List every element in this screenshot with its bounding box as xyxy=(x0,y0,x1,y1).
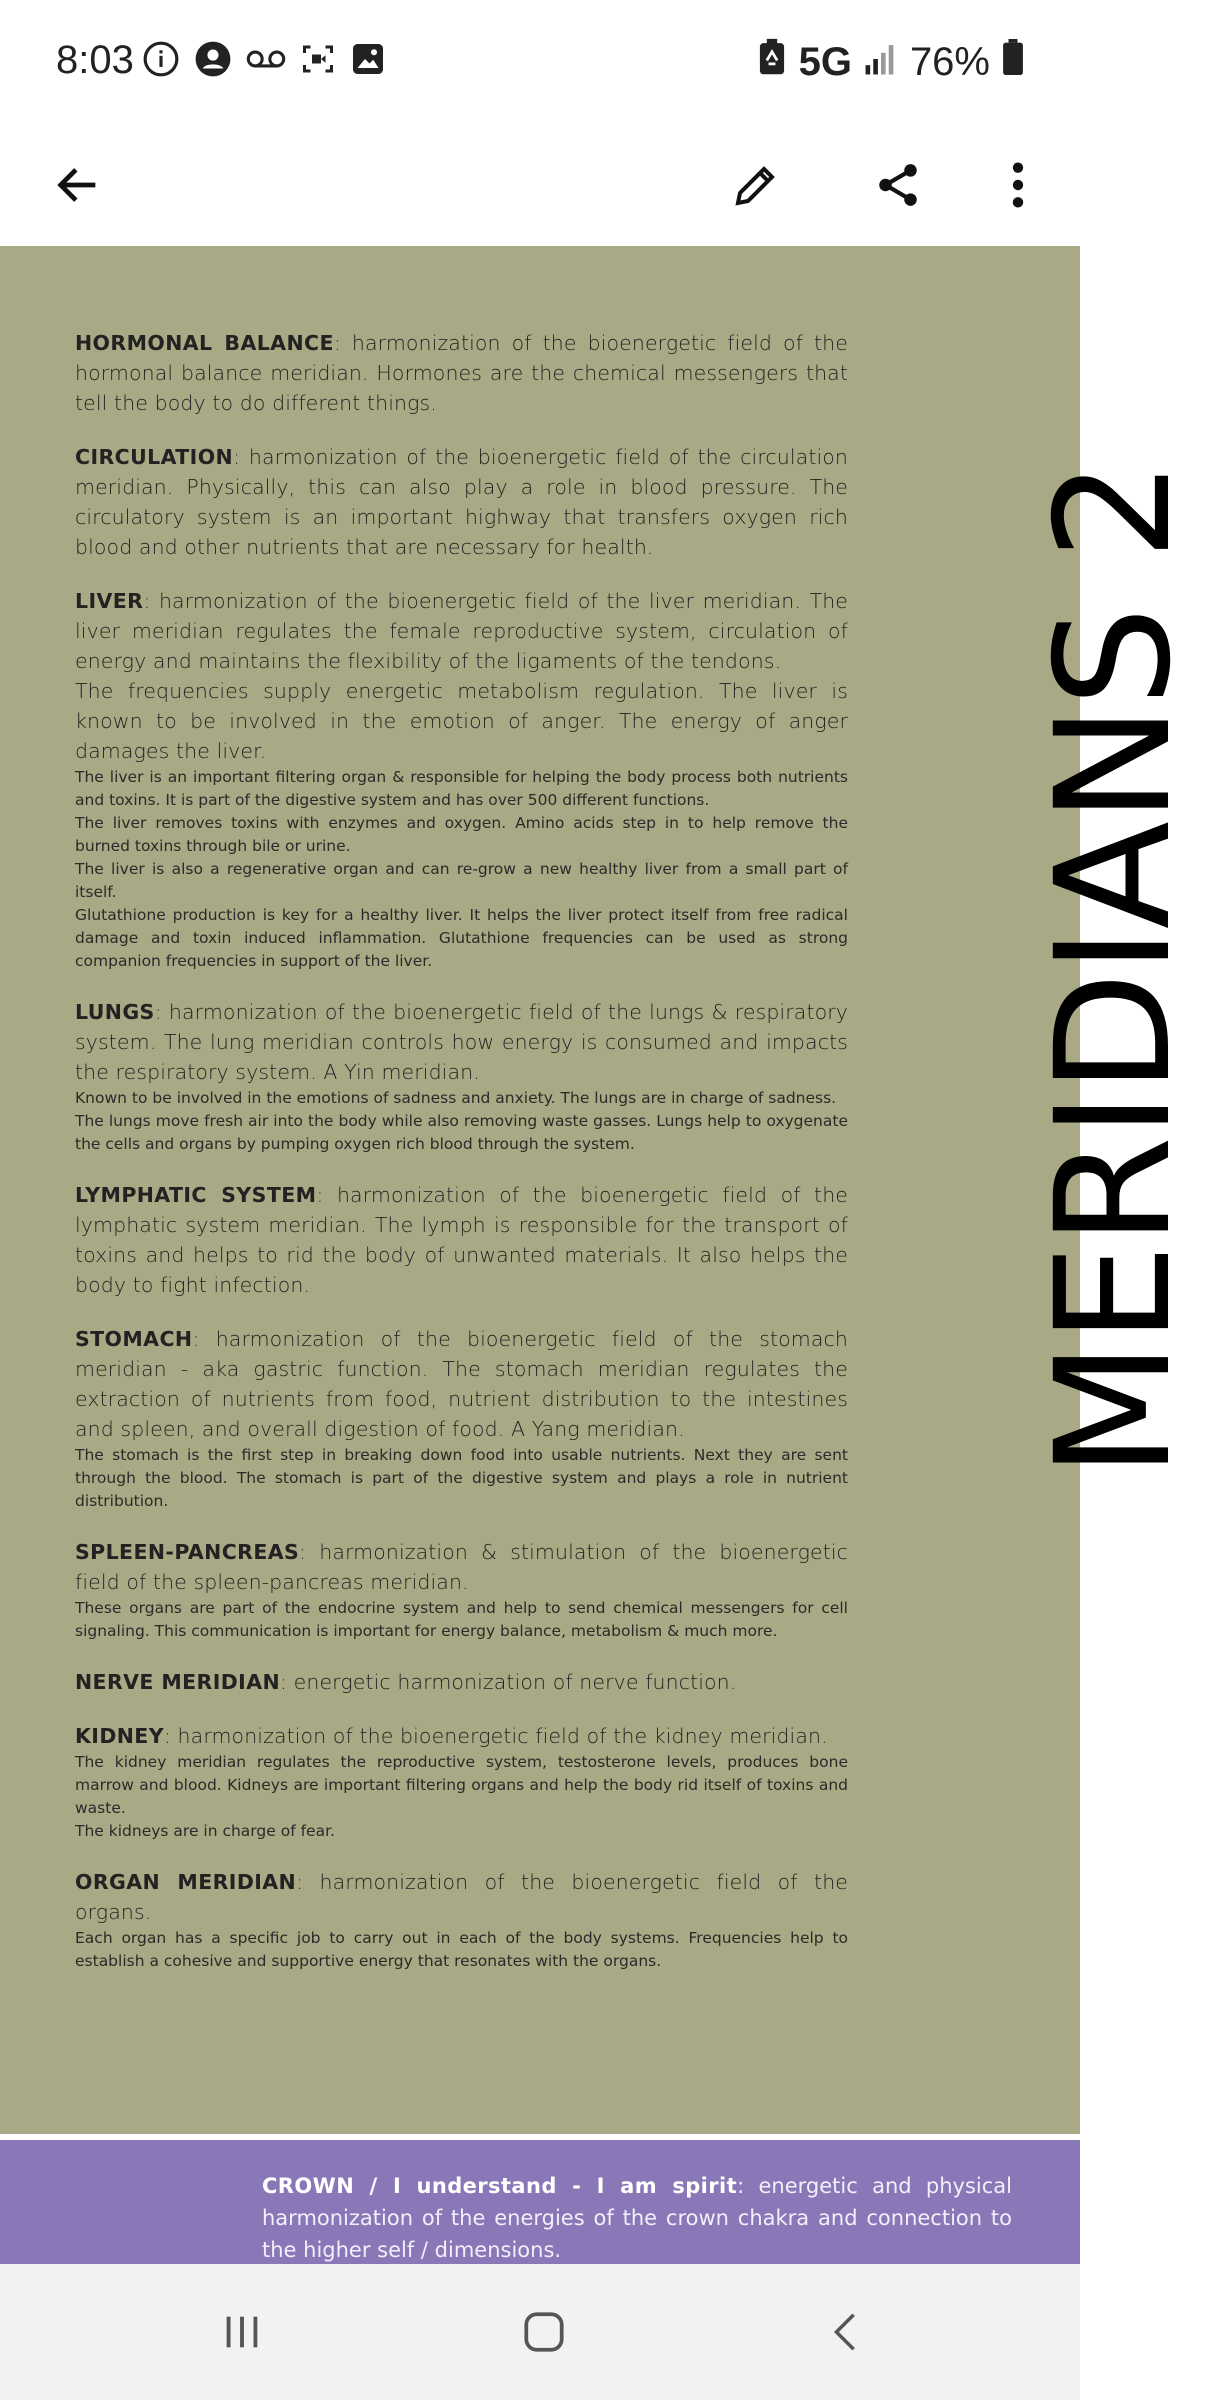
entry-extra-paragraph: The frequencies supply energetic metabolism regulation. The liver is known to be involved in the emotion of anger. The energy of anger damages the liver. xyxy=(75,679,848,763)
entry-main-paragraph xyxy=(75,997,848,1087)
recent-apps-icon xyxy=(219,2309,265,2355)
document-page xyxy=(0,246,1206,2134)
entry-description: : harmonization of the bioenergetic field of the hormonal balance meridian. Hormones are the chemical messengers that tell the body to do different things. xyxy=(75,331,848,415)
entry-description: : harmonization of the bioenergetic field of the organs. xyxy=(75,1870,848,1924)
entry-main-paragraph xyxy=(75,1721,848,1751)
system-nav-bar xyxy=(0,2264,1080,2400)
entry-main-paragraph xyxy=(75,1667,848,1697)
entry-note: The stomach is the first step in breaking down food into usable nutrients. Next they are sent through the blood. The stomach is part of the digestive system and plays a role in nutrient distribution. xyxy=(75,1446,848,1510)
vertical-page-title: MERIDIANS 2 xyxy=(1022,461,1206,1478)
entry-title: HORMONAL BALANCE xyxy=(75,331,334,355)
share-icon xyxy=(873,160,923,210)
entry-description: : harmonization of the bioenergetic field of the stomach meridian - aka gastric function. The stomach meridian regulates the extraction of nutrients from food, nutrient distribution to the intestines and spleen, and overall digestion of food. A Yang meridian. xyxy=(75,1327,848,1441)
meridian-entry xyxy=(75,1537,848,1643)
meridian-entry xyxy=(75,997,848,1156)
entry-note: The lungs move fresh air into the body while also removing waste gasses. Lungs help to oxygenate the cells and organs by pumping oxygen rich blood through the system. xyxy=(75,1112,848,1153)
entry-title: NERVE MERIDIAN xyxy=(75,1670,281,1694)
back-button[interactable] xyxy=(28,124,128,246)
network-type: 5G xyxy=(798,39,852,84)
account-icon xyxy=(194,40,232,78)
entry-title: CIRCULATION xyxy=(75,445,234,469)
entry-title: LIVER xyxy=(75,589,144,613)
edit-pencil-icon xyxy=(732,161,780,209)
entry-main-paragraph xyxy=(75,1537,848,1597)
entry-description: : harmonization & stimulation of the bioenergetic field of the spleen-pancreas meridian. xyxy=(75,1540,848,1594)
recent-apps-button[interactable] xyxy=(172,2264,312,2400)
entry-main-paragraph xyxy=(75,586,848,676)
entry-title: ORGAN MERIDIAN xyxy=(75,1870,297,1894)
next-page-preview xyxy=(0,2140,1080,2264)
meridian-entry xyxy=(75,328,848,418)
edit-button[interactable] xyxy=(706,124,806,246)
meridian-entry xyxy=(75,1721,848,1843)
entry-title: LUNGS xyxy=(75,1000,155,1024)
battery-saver-icon xyxy=(757,38,787,86)
signal-icon xyxy=(864,40,898,85)
entry-note: The kidney meridian regulates the reproductive system, testosterone levels, produces bone marrow and blood. Kidneys are important filtering organs and help the body rid itself of toxins and waste. xyxy=(75,1753,848,1817)
entry-note: Each organ has a specific job to carry out in each of the body systems. Frequencies help to establish a cohesive and supportive energy that resonates with the organs. xyxy=(75,1929,848,1970)
entry-note: The liver is also a regenerative organ and can re-grow a new healthy liver from a small part of itself. xyxy=(75,860,848,901)
entry-title: KIDNEY xyxy=(75,1724,164,1748)
entry-description: : energetic harmonization of nerve function. xyxy=(280,1670,737,1694)
entry-main-paragraph xyxy=(75,1867,848,1927)
crown-title: CROWN / I understand - I am spirit xyxy=(262,2174,738,2198)
screen-record-icon xyxy=(300,41,336,77)
home-icon xyxy=(519,2307,569,2357)
status-time: 8:03 xyxy=(56,38,134,82)
crown-text: : energetic and physical harmonization of the energies of the crown chakra and connection to the higher self / dimensions. xyxy=(262,2174,1013,2262)
entry-title: SPLEEN-PANCREAS xyxy=(75,1540,300,1564)
meridian-entry xyxy=(75,1324,848,1513)
entry-note: These organs are part of the endocrine system and help to send chemical messengers for cell signaling. This communication is important for energy balance, metabolism & much more. xyxy=(75,1599,848,1640)
more-options-button[interactable] xyxy=(968,124,1068,246)
battery-percent: 76% xyxy=(909,39,990,84)
entry-main-paragraph xyxy=(75,328,848,418)
gallery-icon xyxy=(350,41,386,77)
back-arrow-icon xyxy=(52,159,104,211)
meridian-entries xyxy=(75,328,848,1997)
entry-title: STOMACH xyxy=(75,1327,193,1351)
meridian-entry xyxy=(75,1180,848,1300)
entry-description: : harmonization of the bioenergetic field of the liver meridian. The liver meridian regulates the female reproductive system, circulation of energy and maintains the flexibility of the ligaments of the tendons. xyxy=(75,589,848,673)
entry-description: : harmonization of the bioenergetic field of the kidney meridian. xyxy=(163,1724,828,1748)
entry-note: The kidneys are in charge of fear. xyxy=(75,1822,335,1840)
entry-note: Glutathione production is key for a healthy liver. It helps the liver protect itself from free radical damage and toxin induced inflammation. Glutathione frequencies can be used as strong companion frequencies in support of the liver. xyxy=(75,906,848,970)
status-bar xyxy=(0,0,1080,124)
meridian-entry xyxy=(75,1867,848,1973)
meridian-entry xyxy=(75,442,848,562)
entry-description: : harmonization of the bioenergetic field of the lungs & respiratory system. The lung meridian controls how energy is consumed and impacts the respiratory system. A Yin meridian. xyxy=(75,1000,848,1084)
app-bar xyxy=(0,124,1080,246)
home-button[interactable] xyxy=(474,2264,614,2400)
share-button[interactable] xyxy=(848,124,948,246)
entry-main-paragraph xyxy=(75,442,848,562)
entry-main-paragraph xyxy=(75,1324,848,1444)
battery-icon xyxy=(1002,39,1024,85)
entry-description: : harmonization of the bioenergetic field of the circulation meridian. Physically, this can also play a role in blood pressure. The circulatory system is an important highway that transfers oxygen rich blood and other nutrients that are necessary for health. xyxy=(75,445,848,559)
more-vert-icon xyxy=(998,159,1038,211)
entry-main-paragraph xyxy=(75,1180,848,1300)
crown-entry xyxy=(262,2170,1012,2266)
nav-back-button[interactable] xyxy=(776,2264,916,2400)
status-notification-icons xyxy=(142,40,386,78)
status-right xyxy=(757,38,1024,86)
voicemail-icon xyxy=(246,44,286,74)
entry-title: LYMPHATIC SYSTEM xyxy=(75,1183,317,1207)
entry-description: : harmonization of the bioenergetic field of the lymphatic system meridian. The lymph is responsible for the transport of toxins and helps to rid the body of unwanted materials. It also helps the body to fight infection. xyxy=(75,1183,848,1297)
back-icon xyxy=(823,2307,869,2357)
entry-note: Known to be involved in the emotions of sadness and anxiety. The lungs are in charge of sadness. xyxy=(75,1089,837,1107)
info-icon xyxy=(142,40,180,78)
entry-note: The liver removes toxins with enzymes and oxygen. Amino acids step in to help remove the burned toxins through bile or urine. xyxy=(75,814,848,855)
entry-note: The liver is an important filtering organ & responsible for helping the body process both nutrients and toxins. It is part of the digestive system and has over 500 different functions. xyxy=(75,768,848,809)
meridian-entry xyxy=(75,1667,848,1697)
meridian-entry xyxy=(75,586,848,973)
